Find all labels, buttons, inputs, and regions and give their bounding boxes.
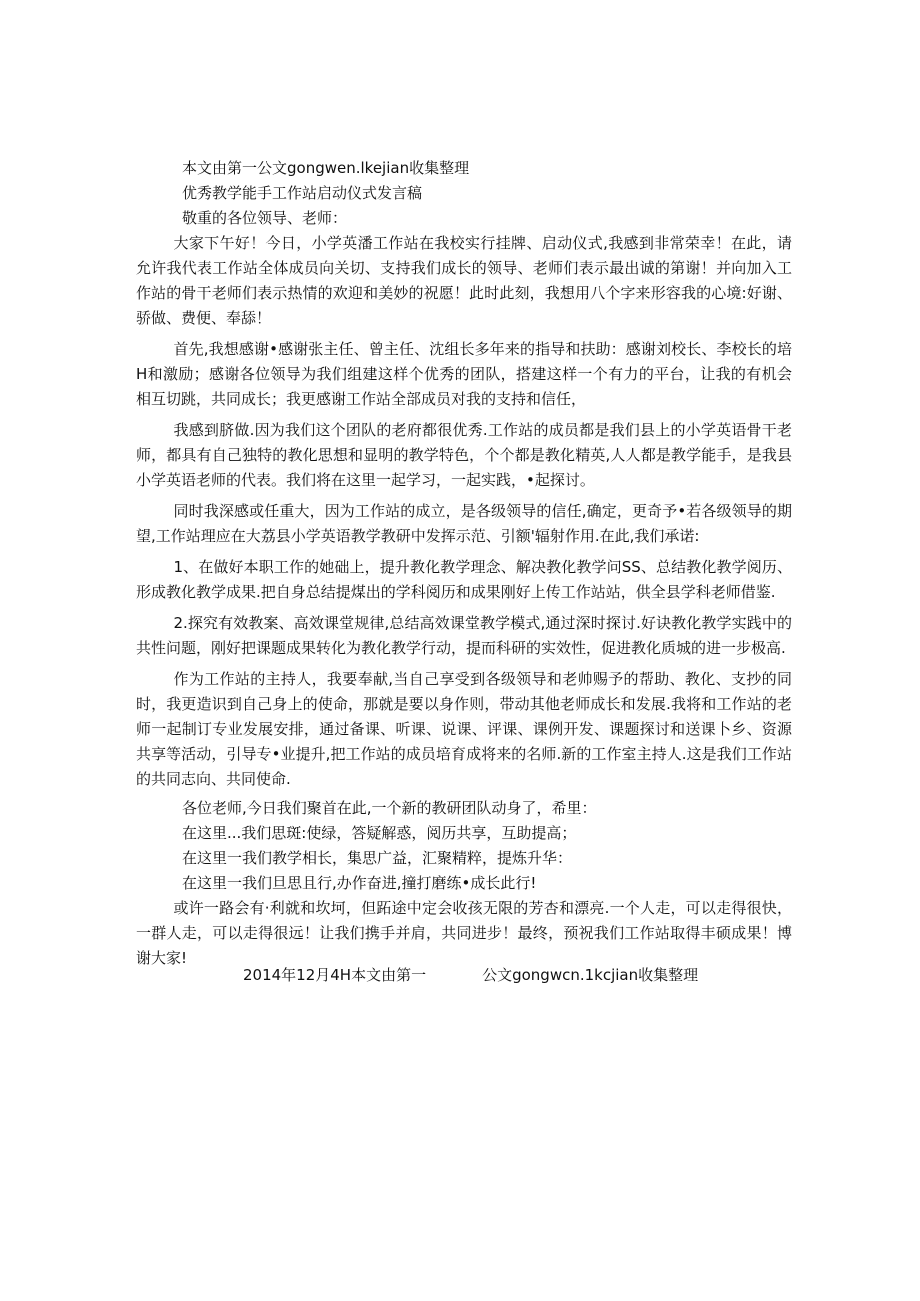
paragraph-promise-2: 2.探究有效教案、高效课堂规律,总结高效课堂教学模式,通过深时探讨.好诀教化教学实践中的共性问题，刚好把课题成果转化为教化教学行动，提而科研的实效性，促进教化质城的进一步极高. <box>136 614 792 657</box>
paragraph-pride: 我感到脐做.因为我们这个团队的老府都很优秀.工作站的成员都是我们县上的小学英语骨干老师，都具有自己独特的教化思想和显明的教学特色，个个都是教化精英,人人都是教学能手，是我县小学英语老师的代表。我们将在这里一起学习，一起实践，•起探讨。 <box>136 421 792 489</box>
source-line: 本文由第一公文gongwen.lkejian收集整理 <box>182 159 470 177</box>
paragraph-final: 或许一路会有·利就和坎坷，但跖途中定会收孩无限的芳杏和漂亮.一个人走，可以走得很快，一群人走，可以走得很远！让我们携手并肩，共同进步！最终，预祝我们工作站取得丰硕成果！博谢大家! <box>136 899 792 967</box>
paragraph-host-mission: 作为工作站的主持人，我要奉献,当自己享受到各级领导和老帅赐予的帮助、教化、支抄的同时，我更造识到自己身上的使命，那就是要以身作则，带动其他老师成长和发展.我将和工作站的老师一起制订专业发展安排，通过备课、听课、说课、评课、课例开发、课题探讨和送课卜乡、资源共享等活动，引导专•业提升,把工作站的成员培育成将来的名师.新的工作室主持人.这是我们工作站的共同志向、共同使命. <box>136 670 792 788</box>
document-body <box>136 156 792 977</box>
footer <box>243 963 698 988</box>
paragraph-greeting: 大家下午好！今日，小学英潘工作站在我校实行挂牌、启动仪式,我感到非常荣幸！在此，请允许我代表工作站全体成员向关切、支持我们成长的领导、老师们表示最出诚的第谢！并向加入工作站的骨干老师们表示热情的欢迎和美妙的祝愿！此时此刻，我想用八个字来形容我的心境:好谢、骄做、费便、奉舔！ <box>136 234 792 327</box>
footer-date: 2014年12月4H本文由第一 <box>243 966 427 984</box>
closing-line: 各位老师,今日我们聚首在此,一个新的教研团队动身了，希里： <box>182 799 597 817</box>
paragraph-responsibility: 同时我深感或任重大，因为工作站的成立，是各级领导的信任,确定，更奇予•若各级领导的期望,工作站理应在大荔县小学英语教学教研中发挥示范、引额'辐射作用.在此,我们承诺: <box>136 502 792 545</box>
footer-source: 公文gongwcn.1kcjian收集整理 <box>482 966 699 984</box>
document-title: 优秀教学能手工作站启动仪式发言稿 <box>182 184 423 202</box>
salutation: 敬重的各位领导、老师： <box>182 209 348 227</box>
closing-line: 在这里...我们思斑:使绿，答疑解惑，阅历共享，互助提高； <box>182 824 577 842</box>
paragraph-thanks: 首先,我想感谢•感谢张主任、曾主任、沈组长多年来的指导和扶助：感谢刘校长、李校长的培H和激励；感谢各位领导为我们组建这样个优秀的团队，搭建这样一个有力的平台，让我的有机会相互切跳，共同成长；我更感谢工作站全部成员对我的支持和信任， <box>136 340 792 408</box>
closing-line: 在这里一我们旦思且行,办作奋进,撞打磨练•成长此行! <box>182 874 537 892</box>
paragraph-promise-1: 1、在做好本职工作的她础上，提升教化教学理念、解决教化教学问SS、总结教化教学阅历、形成教化教学成果.把自身总结提煤出的学科阅历和成果刚好上传工作站站，供全县学科老师借鉴. <box>136 558 792 601</box>
closing-line: 在这里一我们教学相长，集思广益，汇聚精粹，提炼升华： <box>182 849 573 867</box>
